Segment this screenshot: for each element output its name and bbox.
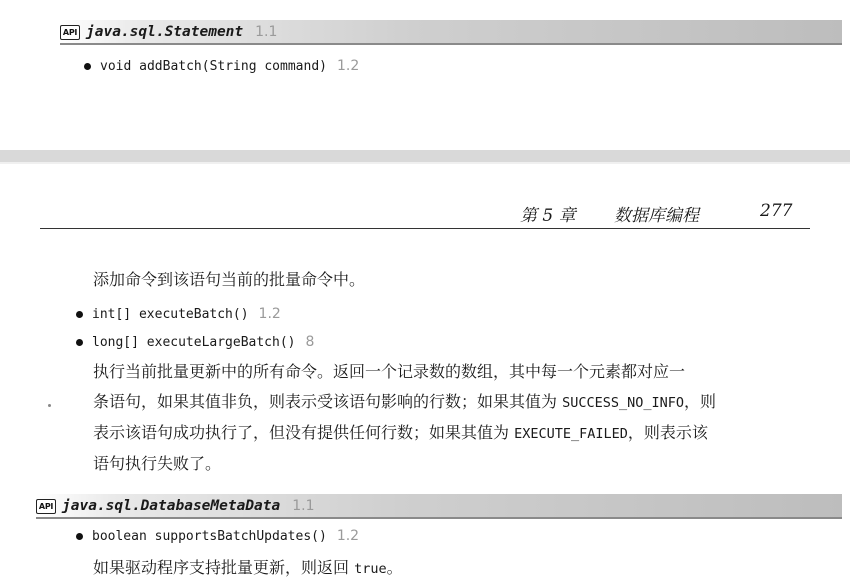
text-fragment: ，则表示该 [627, 423, 708, 442]
api-icon: API [60, 25, 80, 40]
execute-description-line-4: 语句执行失败了。 [93, 454, 222, 473]
execute-description [93, 357, 716, 479]
text-fragment: 如果驱动程序支持批量更新，则返回 [93, 558, 355, 577]
api-class-name: java.sql.Statement [86, 24, 244, 40]
page-divider [0, 150, 850, 162]
method-signature: boolean supportsBatchUpdates() [92, 528, 327, 544]
method-supports-batch-updates [76, 528, 359, 544]
supports-description [93, 553, 403, 584]
add-batch-description: 添加命令到该语句当前的批量命令中。 [93, 270, 366, 289]
api-icon: API [36, 499, 56, 514]
bullet-icon [84, 63, 91, 70]
bullet-icon [76, 533, 83, 540]
chapter-label: 第 5 章 [520, 206, 576, 226]
api-class-name: java.sql.DatabaseMetaData [62, 498, 281, 514]
bullet-icon [76, 311, 83, 318]
header-rule [40, 228, 810, 229]
code-success-no-info: SUCCESS_NO_INFO [562, 395, 685, 411]
api-class-version: 1.1 [292, 498, 315, 514]
page-number: 277 [760, 201, 793, 221]
api-banner-database-metadata [36, 494, 842, 518]
method-execute-large-batch [76, 334, 314, 350]
api-class-version: 1.1 [255, 24, 278, 40]
text-fragment: ，则 [684, 392, 717, 411]
method-signature: long[] executeLargeBatch() [92, 334, 296, 350]
method-version: 1.2 [336, 528, 360, 544]
chapter-title: 数据库编程 [614, 206, 699, 226]
scan-artifact [48, 404, 51, 407]
api-banner-statement [60, 20, 842, 44]
method-execute-batch [76, 306, 281, 322]
execute-description-line-3 [93, 418, 716, 449]
page-divider-shadow [0, 162, 850, 164]
code-true: true [354, 561, 387, 577]
method-version: 1.2 [336, 58, 360, 74]
method-version: 1.2 [258, 306, 281, 322]
execute-description-line-1: 执行当前批量更新中的所有命令。返回一个记录数的数组，其中每一个元素都对应一 [93, 362, 686, 381]
method-add-batch [84, 58, 359, 74]
code-execute-failed: EXECUTE_FAILED [514, 426, 628, 442]
text-fragment: 。 [386, 558, 403, 577]
method-signature: int[] executeBatch() [92, 306, 249, 322]
text-fragment: 表示该语句成功执行了，但没有提供任何行数；如果其值为 [93, 423, 515, 442]
execute-description-line-2 [93, 387, 716, 418]
bullet-icon [76, 339, 83, 346]
text-fragment: 条语句，如果其值非负，则表示受该语句影响的行数；如果其值为 [93, 392, 563, 411]
method-version: 8 [305, 334, 315, 350]
method-signature: void addBatch(String command) [100, 58, 327, 74]
